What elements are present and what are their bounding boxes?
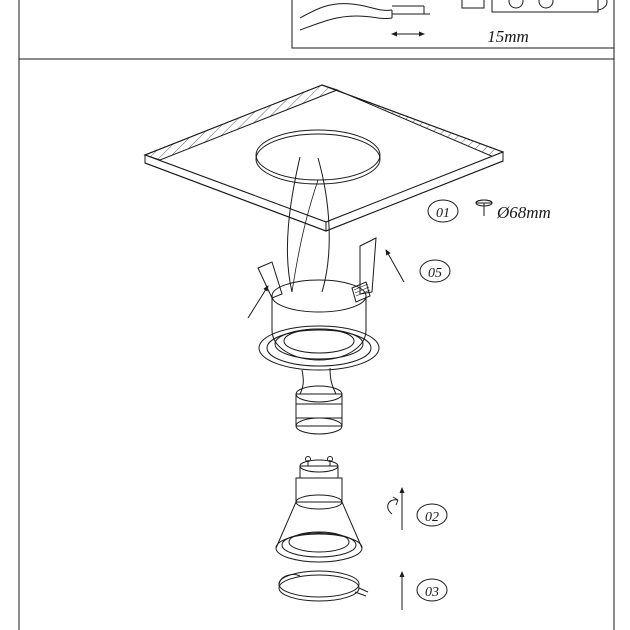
hole-saw-icon	[476, 200, 492, 216]
callout-01-label: 01	[436, 206, 450, 221]
callout-arrows	[248, 250, 404, 610]
retaining-ring	[279, 571, 368, 601]
callout-03-label: 03	[425, 585, 439, 600]
lamp-holder-attached	[296, 368, 342, 434]
wire-connection-detail	[292, 0, 614, 48]
callout-bubbles	[417, 200, 458, 601]
gu10-lamp	[276, 457, 362, 563]
dimension-label-15mm: 15mm	[487, 27, 529, 46]
callout-01-annotation: Ø68mm	[497, 203, 551, 222]
callout-02-label: 02	[425, 510, 439, 525]
callout-05-label: 05	[428, 266, 442, 281]
retaining-spring-clips	[258, 238, 376, 298]
